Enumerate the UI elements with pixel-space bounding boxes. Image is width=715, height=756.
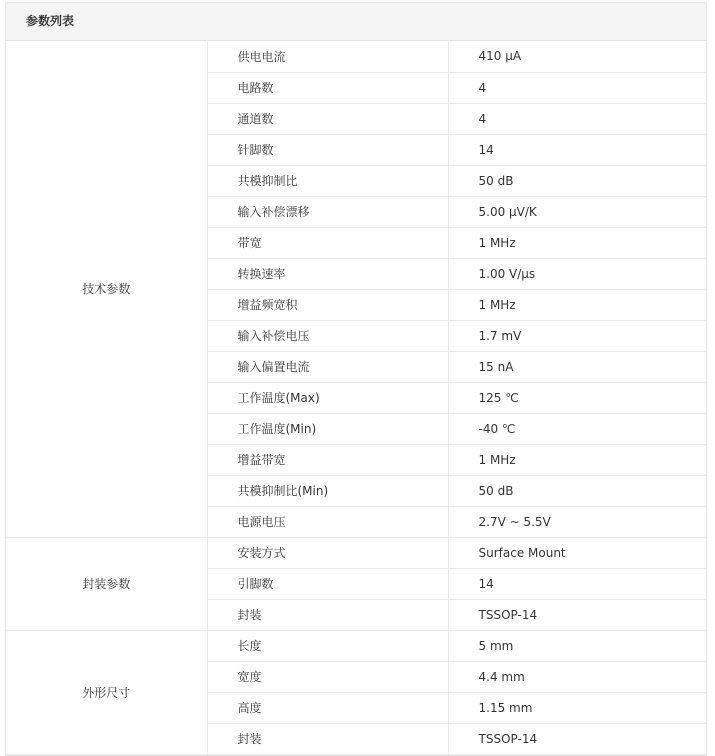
param-name: 安装方式: [207, 537, 448, 568]
param-value: 50 dB: [448, 475, 706, 506]
param-value: 50 dB: [448, 165, 706, 196]
param-name: 电源电压: [207, 506, 448, 537]
param-name: 工作温度(Min): [207, 413, 448, 444]
param-name: 针脚数: [207, 134, 448, 165]
param-value: 1.7 mV: [448, 320, 706, 351]
param-name: 电路数: [207, 72, 448, 103]
param-name: 带宽: [207, 227, 448, 258]
param-name: 引脚数: [207, 568, 448, 599]
group-label: 封装参数: [6, 537, 207, 630]
param-value: 1.15 mm: [448, 692, 706, 723]
param-value: 5 mm: [448, 630, 706, 661]
param-name: 宽度: [207, 661, 448, 692]
param-name: 长度: [207, 630, 448, 661]
group-label: 外形尺寸: [6, 630, 207, 754]
param-value: 1 MHz: [448, 289, 706, 320]
param-name: 输入偏置电流: [207, 351, 448, 382]
param-name: 工作温度(Max): [207, 382, 448, 413]
param-name: 供电电流: [207, 41, 448, 72]
param-value: 4.4 mm: [448, 661, 706, 692]
param-name: 共模抑制比: [207, 165, 448, 196]
param-value: 14: [448, 568, 706, 599]
panel-title: 参数列表: [6, 3, 706, 41]
table-row: [6, 537, 706, 568]
param-value: Surface Mount: [448, 537, 706, 568]
param-value: 2.7V ~ 5.5V: [448, 506, 706, 537]
param-name: 转换速率: [207, 258, 448, 289]
param-name: 通道数: [207, 103, 448, 134]
param-value: 1 MHz: [448, 227, 706, 258]
param-name: 高度: [207, 692, 448, 723]
param-value: 1.00 V/µs: [448, 258, 706, 289]
parameter-table: [6, 41, 706, 755]
param-name: 封装: [207, 599, 448, 630]
param-value: 1 MHz: [448, 444, 706, 475]
param-value: 4: [448, 72, 706, 103]
param-value: -40 ℃: [448, 413, 706, 444]
param-name: 增益频宽积: [207, 289, 448, 320]
table-row: [6, 630, 706, 661]
parameter-table-body: [6, 41, 706, 754]
param-name: 共模抑制比(Min): [207, 475, 448, 506]
param-value: 4: [448, 103, 706, 134]
param-name: 增益带宽: [207, 444, 448, 475]
param-value: 14: [448, 134, 706, 165]
param-name: 封装: [207, 723, 448, 754]
param-value: 15 nA: [448, 351, 706, 382]
group-label: 技术参数: [6, 41, 207, 537]
table-row: [6, 41, 706, 72]
param-value: TSSOP-14: [448, 723, 706, 754]
param-name: 输入补偿电压: [207, 320, 448, 351]
param-value: 5.00 µV/K: [448, 196, 706, 227]
param-value: 125 ℃: [448, 382, 706, 413]
param-value: TSSOP-14: [448, 599, 706, 630]
param-name: 输入补偿漂移: [207, 196, 448, 227]
param-value: 410 µA: [448, 41, 706, 72]
parameter-list-panel: [5, 2, 707, 756]
